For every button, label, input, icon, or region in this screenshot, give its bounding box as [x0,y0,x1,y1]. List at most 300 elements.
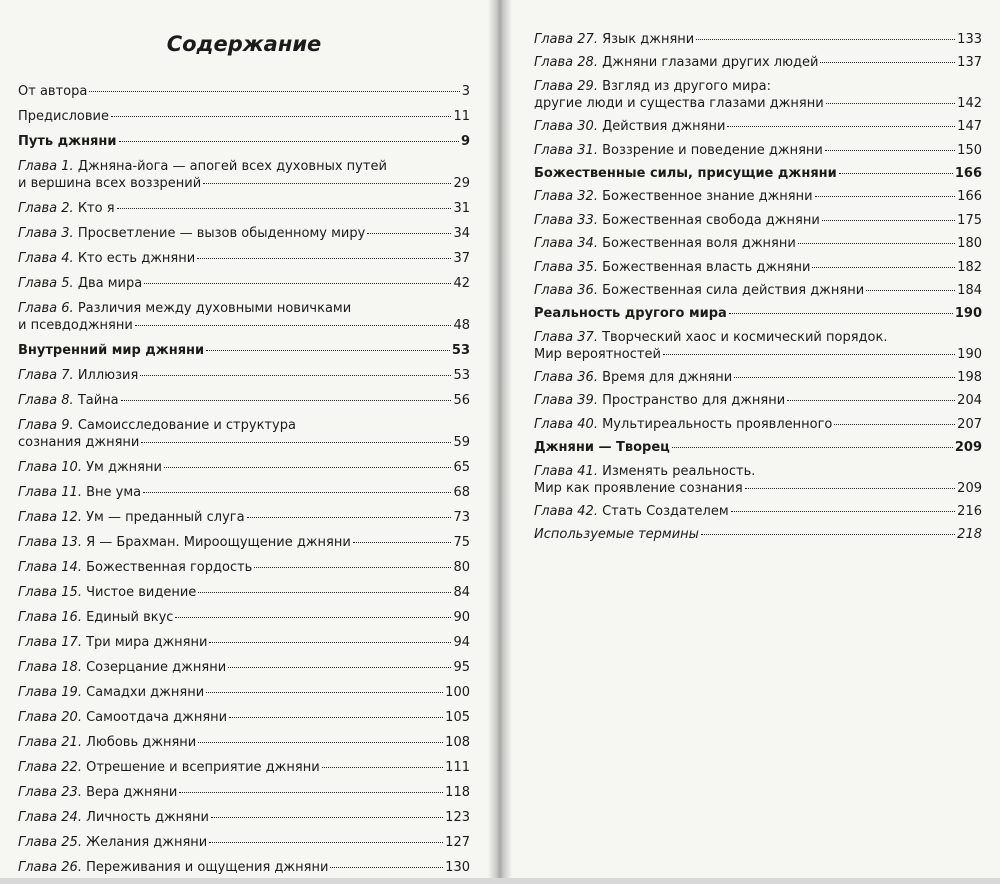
entry-title: Внутренний мир джняни [18,343,205,358]
chapter-label: Глава 14. [18,560,82,575]
dot-leader [121,400,452,401]
page-number: 31 [453,201,470,216]
entry-title-text-wrap [18,834,207,851]
chapter-label: Глава 7. [18,368,74,383]
entry-title: Созерцание джняни [86,660,227,675]
entry-line [534,416,982,433]
dot-leader [198,592,451,593]
entry-title: Иллюзия [77,368,139,383]
dot-leader [822,220,955,221]
dot-leader [197,258,451,259]
toc-chapter-entry [18,784,470,801]
dot-leader [787,400,955,401]
entry-title-text-wrap [18,609,173,626]
entry-title-text-wrap [18,659,226,676]
dot-leader [820,62,955,63]
dot-leader [815,196,956,197]
toc-chapter-entry [18,417,470,451]
toc-chapter-entry [18,634,470,651]
entry-title: Самоотдача джняни [86,710,228,725]
entry-line [534,346,982,363]
dot-leader [866,290,955,291]
chapter-label: Глава 12. [18,510,82,525]
entry-line [18,133,470,150]
toc-chapter-entry [534,369,982,386]
entry-title-text-wrap [534,188,813,205]
entry-title: Ум джняни [86,460,162,475]
entry-line [18,534,470,551]
entry-title: Мультиреальность проявленного [602,416,833,432]
chapter-label: Глава 4. [18,251,74,266]
dot-leader [672,447,953,448]
page-number: 37 [453,251,470,266]
chapter-label: Глава 9. [18,418,74,433]
entry-title-text-wrap [534,165,837,182]
entry-title: сознания джняни [18,435,140,450]
entry-line [534,282,982,299]
entry-title-text-wrap [534,142,823,159]
entry-title-text-wrap [534,282,864,299]
chapter-label: Глава 29. [534,78,598,94]
dot-leader [812,267,955,268]
chapter-label: Глава 41. [534,463,598,479]
chapter-label: Глава 8. [18,393,74,408]
dot-leader [135,325,452,326]
right-page [512,0,1000,878]
entry-title-text-wrap [534,392,785,409]
entry-line [18,367,470,384]
entry-title: Джняни глазами других людей [602,55,819,71]
entry-title: Божественные силы, присущие джняни [534,165,837,181]
entry-title: Божественная гордость [86,560,253,575]
entry-first-line [18,300,470,317]
toc-chapter-entry [18,809,470,826]
entry-title-text-wrap [534,439,670,456]
page-number: 94 [453,635,470,650]
entry-title: Язык джняни [602,32,695,47]
dot-leader [663,354,955,355]
chapter-label: Глава 18. [18,660,82,675]
entry-line [18,834,470,851]
toc-section [534,305,982,322]
dot-leader [731,511,956,512]
toc-chapter-entry [534,416,982,433]
entry-title: Божественная сила действия джняни [602,282,865,298]
page-number: 75 [453,535,470,550]
entry-title-text-wrap [18,275,142,292]
entry-title-line1: Изменять реальность. [602,463,756,479]
toc-chapter-entry [18,709,470,726]
dot-leader [826,103,956,104]
entry-line [18,634,470,651]
entry-line [18,584,470,601]
entry-title: Мир как проявление сознания [534,480,743,496]
page-number: 118 [445,785,470,800]
page-number: 137 [957,55,982,71]
entry-first-line [534,78,982,95]
entry-line [18,684,470,701]
entry-title-line1: Взгляд из другого мира: [602,78,771,94]
entry-title-text-wrap [534,235,796,252]
entry-line [18,175,470,192]
entry-title-text-wrap [18,83,87,100]
dot-leader [839,173,953,174]
entry-title: Пространство для джняни [602,393,786,409]
dot-leader [198,742,443,743]
entry-title-text-wrap [18,734,196,751]
page-number: 65 [453,460,470,475]
chapter-label: Глава 10. [18,460,82,475]
entry-title-text-wrap [534,95,824,112]
page-number: 53 [451,343,470,358]
page-number: 80 [453,560,470,575]
entry-title: Три мира джняни [86,635,208,650]
entry-line [534,259,982,276]
entry-line [534,369,982,386]
dot-leader [247,517,452,518]
page-number: 180 [957,236,982,252]
toc-chapter-entry [18,859,470,876]
entry-title: От автора [18,84,88,99]
entry-line [18,659,470,676]
entry-title-line1: Различия между духовными новичками [77,301,352,316]
entry-title: Единый вкус [86,610,174,625]
page-number: 209 [954,440,982,456]
chapter-label: Глава 17. [18,635,82,650]
entry-title: Используемые термины [534,527,699,543]
entry-title-text-wrap [534,305,727,322]
chapter-label: Глава 35. [534,259,598,275]
dot-leader [322,767,444,768]
page-number: 100 [445,685,470,700]
entry-title: Любовь джняни [86,735,197,750]
entry-title: Чистое видение [86,585,197,600]
dot-leader [179,792,443,793]
chapter-label: Глава 3. [18,226,74,241]
chapter-label: Глава 42. [534,504,598,520]
page-number: 207 [957,416,982,432]
entry-first-line [534,463,982,480]
entry-title-text-wrap [534,31,694,48]
entry-line [18,734,470,751]
entry-line [18,83,470,100]
dot-leader [353,542,452,543]
toc-chapter-entry [534,212,982,229]
entry-title-text-wrap [18,509,245,526]
chapter-label: Глава 11. [18,485,82,500]
entry-title-text-wrap [534,212,820,229]
page-title: Содержание [166,32,322,56]
toc-chapter-entry [534,54,982,71]
chapter-label: Глава 22. [18,760,82,775]
dot-leader [701,534,955,535]
entry-title: Стать Создателем [602,504,729,520]
page-number: 127 [445,835,470,850]
toc-right-column [534,31,982,550]
entry-title: Кто есть джняни [77,251,196,266]
toc-chapter-entry [18,250,470,267]
page-number: 130 [445,860,470,875]
dot-leader [734,377,955,378]
entry-line [18,108,470,125]
toc-chapter-entry [534,463,982,497]
page-number: 147 [957,119,982,135]
toc-chapter-entry [18,509,470,526]
entry-line [18,784,470,801]
chapter-label: Глава 1. [18,159,74,174]
book-gutter [488,0,512,878]
chapter-label: Глава 32. [534,189,598,205]
page-number: 198 [957,370,982,386]
page-number: 133 [957,32,982,47]
page-number: 11 [453,109,470,124]
entry-line [18,275,470,292]
toc-chapter-entry [18,609,470,626]
page-number: 90 [453,610,470,625]
entry-title-text-wrap [18,392,119,409]
dot-leader [228,667,451,668]
page-number: 166 [954,165,982,181]
entry-title-text-wrap [534,416,832,433]
entry-title-text-wrap [18,484,141,501]
entry-line [534,503,982,520]
page-number: 73 [453,510,470,525]
page-number: 3 [461,84,470,99]
toc-chapter-entry [18,584,470,601]
entry-title: Божественная свобода джняни [602,212,820,228]
dot-leader [164,467,452,468]
entry-title-text-wrap [534,480,743,497]
entry-title-text-wrap [18,175,201,192]
dot-leader [111,116,451,117]
entry-first-line [18,417,470,434]
dot-leader [727,126,955,127]
entry-title-text-wrap [18,459,162,476]
toc-chapter-entry [534,235,982,252]
dot-leader [89,91,459,92]
entry-title: Действия джняни [602,119,726,135]
dot-leader [209,642,451,643]
dot-leader [175,617,451,618]
entry-line [18,559,470,576]
page-number: 29 [453,176,470,191]
toc-chapter-entry [534,188,982,205]
entry-line [534,95,982,112]
toc-chapter-entry [18,392,470,409]
entry-line [18,809,470,826]
entry-line [18,342,470,359]
entry-title: Путь джняни [18,134,117,149]
page-number: 142 [957,95,982,111]
chapter-label: Глава 24. [18,810,82,825]
toc-chapter-entry [18,275,470,292]
dot-leader [203,183,451,184]
entry-title: Джняни — Творец [534,440,670,456]
chapter-label: Глава 33. [534,212,598,228]
page-number: 218 [957,527,982,543]
page-number: 95 [453,660,470,675]
entry-line [534,31,982,48]
toc-chapter-entry [534,142,982,159]
entry-title-text-wrap [18,784,177,801]
entry-title-text-wrap [534,118,725,135]
entry-title: Тайна [77,393,119,408]
entry-title: Божественная власть джняни [602,259,811,275]
toc-chapter-entry [18,559,470,576]
page-number: 150 [957,142,982,158]
toc-entry [18,108,470,125]
page-number: 111 [445,760,470,775]
entry-title: Просветление — вызов обыденному миру [77,226,366,241]
entry-line [18,200,470,217]
page-number: 42 [453,276,470,291]
entry-line [534,305,982,322]
entry-line [534,439,982,456]
chapter-label: Глава 39. [534,393,598,409]
entry-line [534,212,982,229]
toc-chapter-entry [534,503,982,520]
page-number: 108 [445,735,470,750]
entry-line [18,509,470,526]
toc-chapter-entry [18,484,470,501]
chapter-label: Глава 27. [534,32,598,47]
chapter-label: Глава 37. [534,329,598,345]
dot-leader [696,39,955,40]
toc-chapter-entry [18,459,470,476]
chapter-label: Глава 34. [534,236,598,252]
dot-leader [117,208,452,209]
entry-title-text-wrap [18,709,227,726]
entry-title: Божественное знание джняни [602,189,813,205]
chapter-label: Глава 40. [534,416,598,432]
entry-line [534,392,982,409]
entry-line [18,709,470,726]
entry-title-text-wrap [18,317,133,334]
entry-line [18,484,470,501]
entry-title-text-wrap [18,434,139,451]
dot-leader [254,567,451,568]
entry-line [18,859,470,876]
toc-section [18,342,470,359]
toc-chapter-entry [18,300,470,334]
entry-line [534,188,982,205]
entry-line [534,235,982,252]
entry-title: Я — Брахман. Мироощущение джняни [86,535,351,550]
entry-title: и псевдоджняни [18,318,133,333]
entry-line [534,480,982,497]
entry-title-text-wrap [18,759,320,776]
entry-title: Ум — преданный слуга [86,510,245,525]
dot-leader [119,141,459,142]
entry-title-text-wrap [18,584,196,601]
entry-title-text-wrap [18,559,252,576]
entry-title: другие люди и существа глазами джняни [534,95,824,111]
dot-leader [211,817,443,818]
page-number: 166 [957,189,982,205]
dot-leader [330,867,443,868]
page-number: 216 [957,504,982,520]
dot-leader [229,717,443,718]
chapter-label: Глава 25. [18,835,82,850]
entry-line [18,317,470,334]
toc-entry [534,526,982,543]
chapter-label: Глава 26. [18,860,82,875]
toc-chapter-entry [18,534,470,551]
entry-title: и вершина всех воззрений [18,176,202,191]
toc-chapter-entry [18,158,470,192]
dot-leader [144,283,451,284]
dot-leader [206,692,443,693]
page-number: 48 [453,318,470,333]
page-number: 190 [957,346,982,362]
entry-title: Желания джняни [86,835,208,850]
dot-leader [729,313,953,314]
entry-title: Вера джняни [86,785,178,800]
entry-title-text-wrap [18,859,328,876]
chapter-label: Глава 2. [18,201,74,216]
dot-leader [143,492,451,493]
entry-title: Кто я [77,201,115,216]
entry-title: Вне ума [86,485,142,500]
page-number: 175 [957,212,982,228]
entry-title-text-wrap [18,684,204,701]
entry-title-text-wrap [18,342,204,359]
page-number: 56 [453,393,470,408]
entry-title: Мир вероятностей [534,346,661,362]
entry-title-text-wrap [18,634,207,651]
entry-title-text-wrap [534,54,818,71]
chapter-label: Глава 21. [18,735,82,750]
entry-line [534,165,982,182]
dot-leader [798,243,955,244]
toc-section [534,439,982,456]
toc-left-column [18,83,470,884]
entry-line [534,142,982,159]
entry-line [18,225,470,242]
entry-title: Реальность другого мира [534,306,727,322]
page-number: 9 [460,134,470,149]
toc-chapter-entry [534,118,982,135]
chapter-label: Глава 30. [534,119,598,135]
toc-section [534,165,982,182]
page-number: 34 [453,226,470,241]
dot-leader [825,150,955,151]
entry-title-text-wrap [18,200,115,217]
left-page [0,0,488,878]
page-number: 68 [453,485,470,500]
toc-chapter-entry [534,78,982,112]
page-number: 123 [445,810,470,825]
entry-line [18,250,470,267]
toc-chapter-entry [18,684,470,701]
toc-section [18,133,470,150]
page-number: 190 [954,306,982,322]
entry-title: Два мира [77,276,143,291]
toc-chapter-entry [534,259,982,276]
entry-line [534,54,982,71]
entry-title-text-wrap [18,534,351,551]
chapter-label: Глава 13. [18,535,82,550]
toc-chapter-entry [534,392,982,409]
page-number: 204 [957,393,982,409]
page-number: 184 [957,282,982,298]
chapter-label: Глава 19. [18,685,82,700]
entry-title-text-wrap [534,346,661,363]
dot-leader [745,488,955,489]
entry-title: Время для джняни [602,370,733,386]
entry-title-text-wrap [534,259,810,276]
chapter-label: Глава 36. [534,370,598,386]
